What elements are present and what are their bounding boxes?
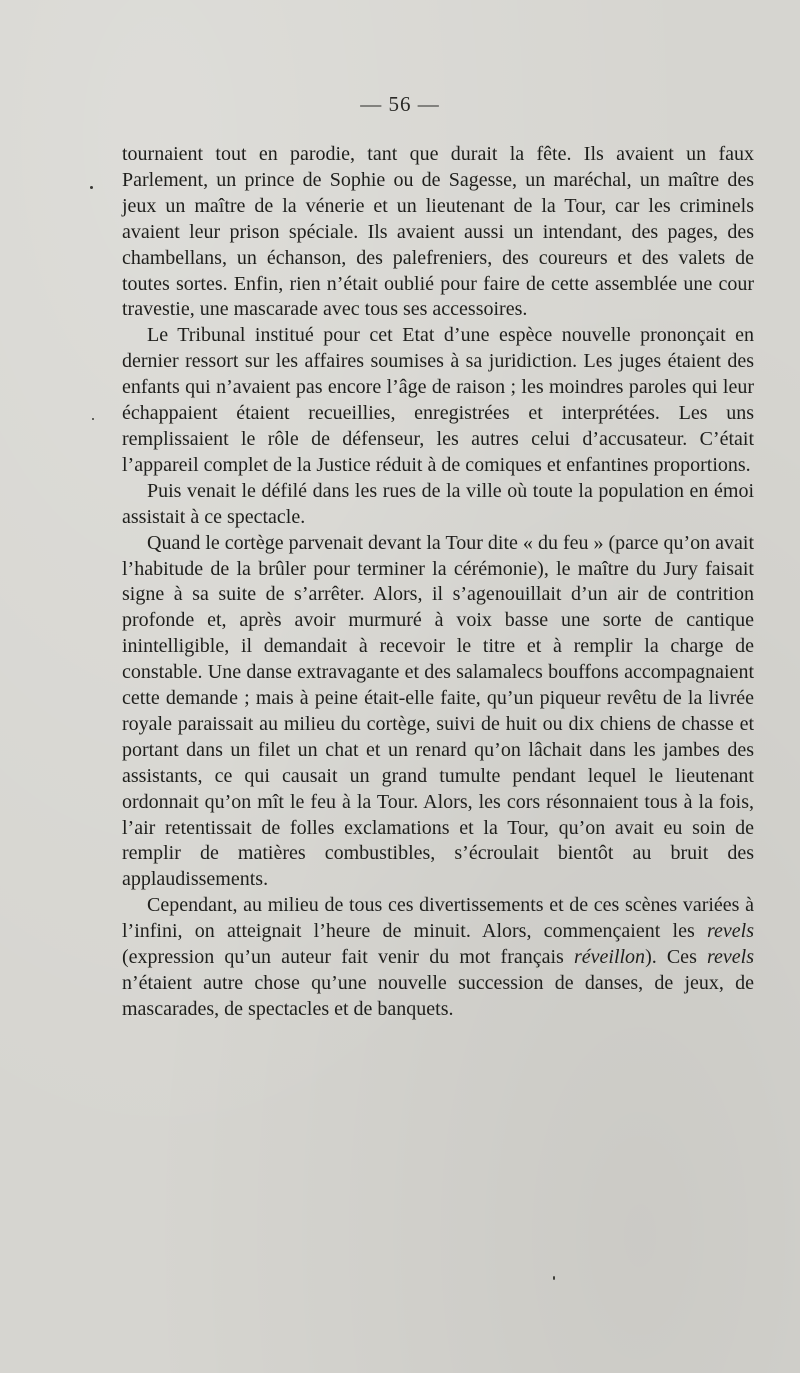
italic-revels-1: revels	[706, 920, 754, 943]
paragraph-5	[122, 893, 754, 1023]
paper-speck	[90, 186, 93, 189]
paper-speck	[92, 418, 94, 420]
italic-revels-2: revels	[706, 946, 754, 969]
paragraph-5-part-1: Cependant, au milieu de tous ces divertissements et de ces scènes variées à l’infini, on atteignait l’heure de minuit. Alors, commençaient les	[122, 894, 754, 943]
paragraph-4: Quand le cortège parvenait devant la Tour dite « du feu » (parce qu’on avait l’habitude de la brûler pour terminer la cérémonie), le maître du Jury faisait signe à sa suite de s’arrêter. Alors, il s’agenouillait d’un air de contrition profonde et, après avoir murmuré à voix basse une sorte de cantique inintelligible, il demandait à recevoir le titre et à remplir la charge de constable. Une danse extravagante et des salamalecs bouffons accompagnaient cette demande ; mais à peine était-elle faite, qu’un piqueur revêtu de la livrée royale paraissait au milieu du cortège, suivi de huit ou dix chiens de chasse et portant dans un filet un chat et un renard qu’on lâchait dans les jambes des assistants, ce qui causait un grand tumulte pendant lequel le lieutenant ordonnait qu’on mît le feu à la Tour. Alors, les cors résonnaient tous à la fois, l’air retentissait de folles exclamations et la Tour, qu’on avait eu soin de remplir de matières combustibles, s’écroulait bientôt au bruit des applaudissements.	[122, 531, 754, 891]
paragraph-5-part-2: (expression qu’un auteur fait venir du mot français	[122, 946, 574, 969]
paragraph-5-part-4: n’étaient autre chose qu’une nouvelle succession de danses, de jeux, de mascarades, de spectacles et de banquets.	[122, 972, 754, 1020]
italic-reveillon: réveillon	[573, 946, 646, 969]
body-text	[122, 142, 754, 1023]
paragraph-2: Le Tribunal institué pour cet Etat d’une espèce nouvelle prononçait en dernier ressort sur les affaires soumises à sa juridiction. Les juges étaient des enfants qui n’avaient pas encore l’âge de raison ; les moindres paroles qui leur échappaient étaient recueillies, enregistrées et interprétées. Les uns remplissaient le rôle de défenseur, les autres celui d’accusateur. C’était l’appareil complet de la Justice réduit à de comiques et enfantines proportions.	[122, 324, 754, 476]
paragraph-1: tournaient tout en parodie, tant que durait la fête. Ils avaient un faux Parlement, un prince de Sophie ou de Sagesse, un maréchal, un maître des jeux un maître de la vénerie et un lieutenant de la Tour, car les criminels avaient leur prison spéciale. Ils avaient aussi un intendant, des pages, des chambellans, un échanson, des palefreniers, des coureurs et des valets de toutes sortes. Enfin, rien n’était oublié pour faire de cette assemblée une cour travestie, une mascarade avec tous ses accessoires.	[122, 143, 754, 321]
paper-speck	[553, 1276, 555, 1280]
paragraph-5-part-3: ). Ces	[645, 946, 707, 969]
paragraph-3: Puis venait le défilé dans les rues de la ville où toute la population en émoi assistait à ce spectacle.	[122, 479, 754, 528]
page-number: — 56 —	[360, 92, 440, 116]
